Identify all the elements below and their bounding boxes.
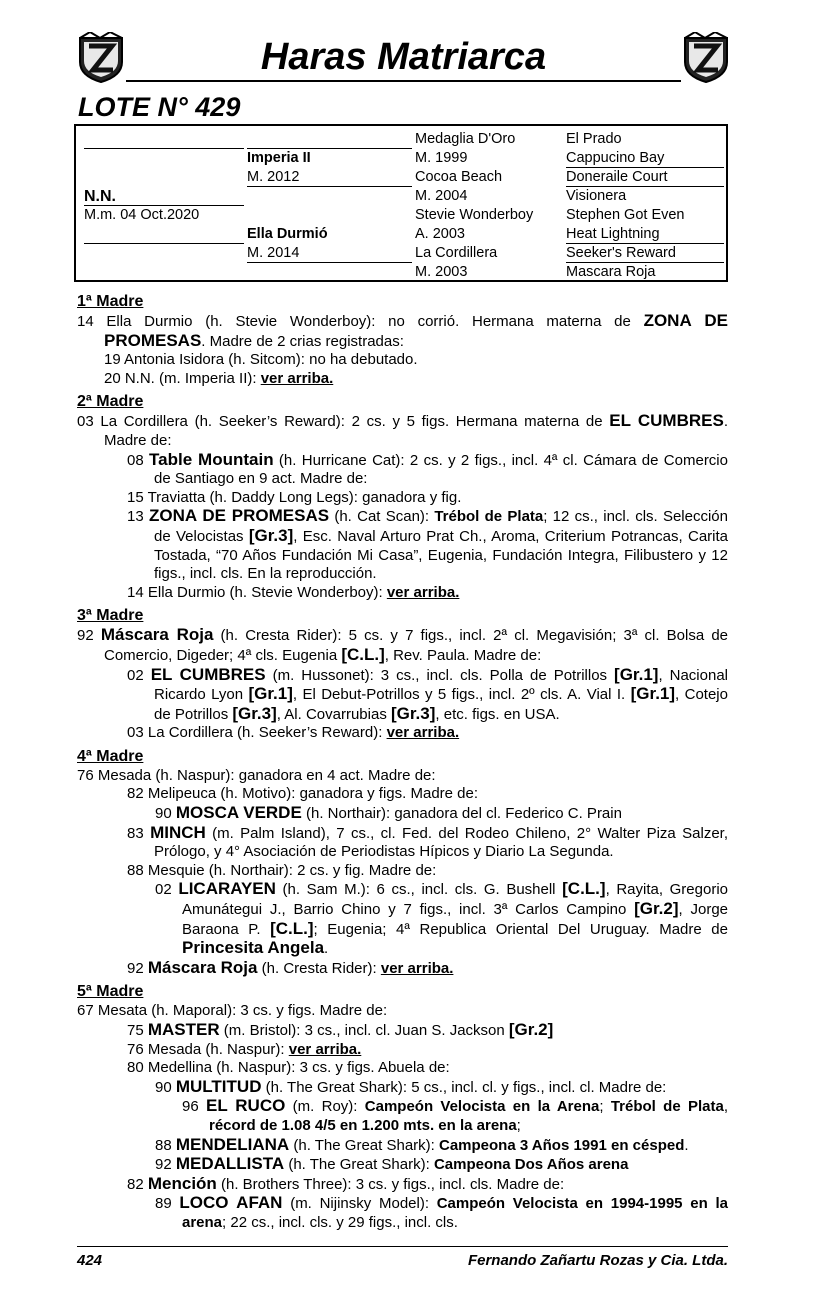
entry: 83 MINCH (m. Palm Island), 7 cs., cl. Fed. del Rodeo Chileno, 2° Walter Piza Salzer, Prólogo, y 4° Asociación de Periodistas Hípicos y Diario La Segunda. [127,822,728,861]
publisher-name: Fernando Zañartu Rozas y Cia. Ltda. [467,1252,728,1269]
pedigree-cell [84,225,244,244]
pedigree-cell: Medaglia D'Oro [415,131,516,147]
entry: 75 MASTER (m. Bristol): 3 cs., incl. cl. Juan S. Jackson [Gr.2] [127,1020,554,1039]
entry: 19 Antonia Isidora (h. Sitcom): no ha debutado. [104,351,418,369]
pedigree-cell: M. 2004 [415,188,468,204]
pedigree-row [84,225,724,244]
entry: 03 La Cordillera (h. Seeker’s Reward): 2 cs. y 5 figs. Hermana materna de EL CUMBRES. Madre de: [77,411,728,449]
ver-arriba-link[interactable]: ver arriba. [260,369,334,387]
pedigree-row [84,130,724,149]
entry: 92 Máscara Roja (h. Cresta Rider): 5 cs. y 7 figs., incl. 2ª cl. Megavisión; 3ª cl. Bolsa de Comercio, Digeder; 4ª cls. Eugenia [C.L.], Rev. Paula. Madre de: [77,625,729,664]
pedigree-cell: Doneraile Court [566,168,724,187]
entry: 02 LICARAYEN (h. Sam M.): 6 cs., incl. cls. G. Bushell [C.L.], Rayita, Gregorio Amunátegui J., Barrio Chino y 7 figs., incl. 3ª Carlos Campino [Gr.2], Jorge Baraona P. [C.L.]; Eugenia; 4ª Republica Oriental Del Uruguay. Madre de Princesita Angela. [155,879,729,958]
section-3a-madre [77,606,728,743]
entry: 89 LOCO AFAN (m. Nijinsky Model): Campeón Velocista en 1994-1995 en la arena; 22 cs., incl. cls. y 29 figs., incl. cls. [155,1193,728,1231]
pedigree-cell [247,206,412,225]
entry: 92 MEDALLISTA (h. The Great Shark): Campeona Dos Años arena [155,1154,629,1174]
section-4a-madre [77,747,728,979]
logo-shield-icon [681,32,731,84]
pedigree-cell: M. 2003 [415,263,565,282]
entry: 76 Mesada (h. Naspur): ganadora en 4 act. Madre de: [77,766,436,784]
pedigree-row [84,244,724,263]
pedigree-cell: M. 1999 [415,150,468,166]
lot-number: LOTE N° 429 [78,92,241,122]
sire-name: Imperia II [247,150,311,166]
pedigree-table [74,124,728,282]
pedigree-row [84,187,724,206]
entry: 76 Mesada (h. Naspur): ver arriba. [127,1040,362,1058]
pedigree-cell: Cappucino Bay [566,149,724,168]
pedigree-cell: La Cordillera [415,245,498,261]
pedigree-cell: Mascara Roja [566,263,724,282]
entry: 03 La Cordillera (h. Seeker’s Reward): ver arriba. [127,724,460,742]
entry: 67 Mesata (h. Maporal): 3 cs. y figs. Madre de: [77,1002,388,1020]
foal-birth: M.m. 04 Oct.2020 [84,207,200,223]
pedigree-row [84,206,724,225]
pedigree-row [84,149,724,168]
pedigree-row [84,168,724,187]
pedigree-cell: M. 2014 [247,244,412,263]
entry: 90 MULTITUD (h. The Great Shark): 5 cs., incl. cl. y figs., incl. cl. Madre de: [155,1076,667,1096]
entry: 15 Traviatta (h. Daddy Long Legs): ganadora y fig. [127,488,462,506]
pedigree-cell [84,244,244,263]
section-heading: 4ª Madre [77,747,144,765]
produce-record [77,292,728,1237]
entry: 88 Mesquie (h. Northair): 2 cs. y fig. Madre de: [127,861,437,879]
pedigree-cell: Heat Lightning [566,225,724,244]
section-heading: 2ª Madre [77,393,144,411]
section-heading: 1ª Madre [77,293,144,310]
pedigree-cell: M. 2012 [247,168,412,187]
entry: 02 EL CUMBRES (m. Hussonet): 3 cs., incl. cls. Polla de Potrillos [Gr.1], Nacional Ricardo Lyon [Gr.1], El Debut-Potrillos y 5 figs., incl. 2º cls. A. Vial I. [Gr.1], Cotejo de Potrillos [Gr.3], Al. Covarrubias [Gr.3], etc. figs. en USA. [127,664,728,723]
entry: 14 Ella Durmio (h. Stevie Wonderboy): no corrió. Hermana materna de ZONA DE PROMESAS. Madre de 2 crias registradas: [77,311,729,350]
pedigree-cell: Seeker's Reward [566,244,724,263]
pedigree-cell: Visionera [566,188,627,204]
ver-arriba-link[interactable]: ver arriba. [380,959,454,977]
section-2a-madre [77,392,728,602]
entry: 88 MENDELIANA (h. The Great Shark): Campeona 3 Años 1991 en césped. [155,1134,689,1154]
entry: 82 Mención (h. Brothers Three): 3 cs. y figs., incl. cls. Madre de: [127,1173,565,1193]
pedigree-cell [247,130,412,149]
pedigree-cell: El Prado [566,131,622,147]
page-number: 424 [77,1252,103,1269]
pedigree-row [84,263,724,282]
section-heading: 5ª Madre [77,983,144,1001]
pedigree-cell [247,187,412,206]
pedigree-cell [84,149,244,168]
pedigree-cell: Stevie Wonderboy [415,207,534,223]
entry: 20 N.N. (m. Imperia II): ver arriba. [104,369,334,387]
pedigree-cell [84,168,244,187]
pedigree-cell: Cocoa Beach [415,169,503,185]
footer-divider [77,1246,728,1247]
pedigree-cell: Stephen Got Even [566,207,685,223]
ver-arriba-link[interactable]: ver arriba. [288,1040,362,1058]
entry: 92 Máscara Roja (h. Cresta Rider): ver arriba. [127,957,454,977]
ver-arriba-link[interactable]: ver arriba. [386,724,460,742]
section-5a-madre [77,982,728,1232]
page-header [76,30,731,86]
entry: 96 EL RUCO (m. Roy): Campeón Velocista en la Arena; Trébol de Plata, récord de 1.08 4/5 en 1.200 mts. en la arena; [182,1096,728,1134]
foal-name: N.N. [84,187,244,206]
pedigree-cell: A. 2003 [415,226,465,242]
header-divider [126,80,681,82]
pedigree-cell [84,263,244,282]
entry: 82 Melipeuca (h. Motivo): ganadora y figs. Madre de: [127,785,479,803]
section-1a-madre [77,292,728,388]
section-heading: 3ª Madre [77,607,144,625]
entry: 90 MOSCA VERDE (h. Northair): ganadora del cl. Federico C. Prain [155,803,622,823]
entry: 14 Ella Durmio (h. Stevie Wonderboy): ver arriba. [127,583,460,601]
entry: 13 ZONA DE PROMESAS (h. Cat Scan): Trébol de Plata; 12 cs., incl. cls. Selección de Velocistas [Gr.3], Esc. Naval Arturo Prat Ch., Aroma, Criterium Potrancas, Carita Tostada, “70 Años Fundación Mi Casa”, Eugenia, Fundación Integra, Filibustero y 12 figs., incl. cls. En la reproducción. [127,506,728,583]
entry: 80 Medellina (h. Naspur): 3 cs. y figs. Abuela de: [127,1059,450,1077]
dam-name: Ella Durmió [247,226,328,242]
entry: 08 Table Mountain (h. Hurricane Cat): 2 cs. y 2 figs., incl. 4ª cl. Cámara de Comercio de Santiago en 9 act. Madre de: [127,449,728,488]
page-title: Haras Matriarca [260,36,547,78]
pedigree-cell [84,130,244,149]
pedigree-cell [247,263,412,282]
ver-arriba-link[interactable]: ver arriba. [386,583,460,601]
